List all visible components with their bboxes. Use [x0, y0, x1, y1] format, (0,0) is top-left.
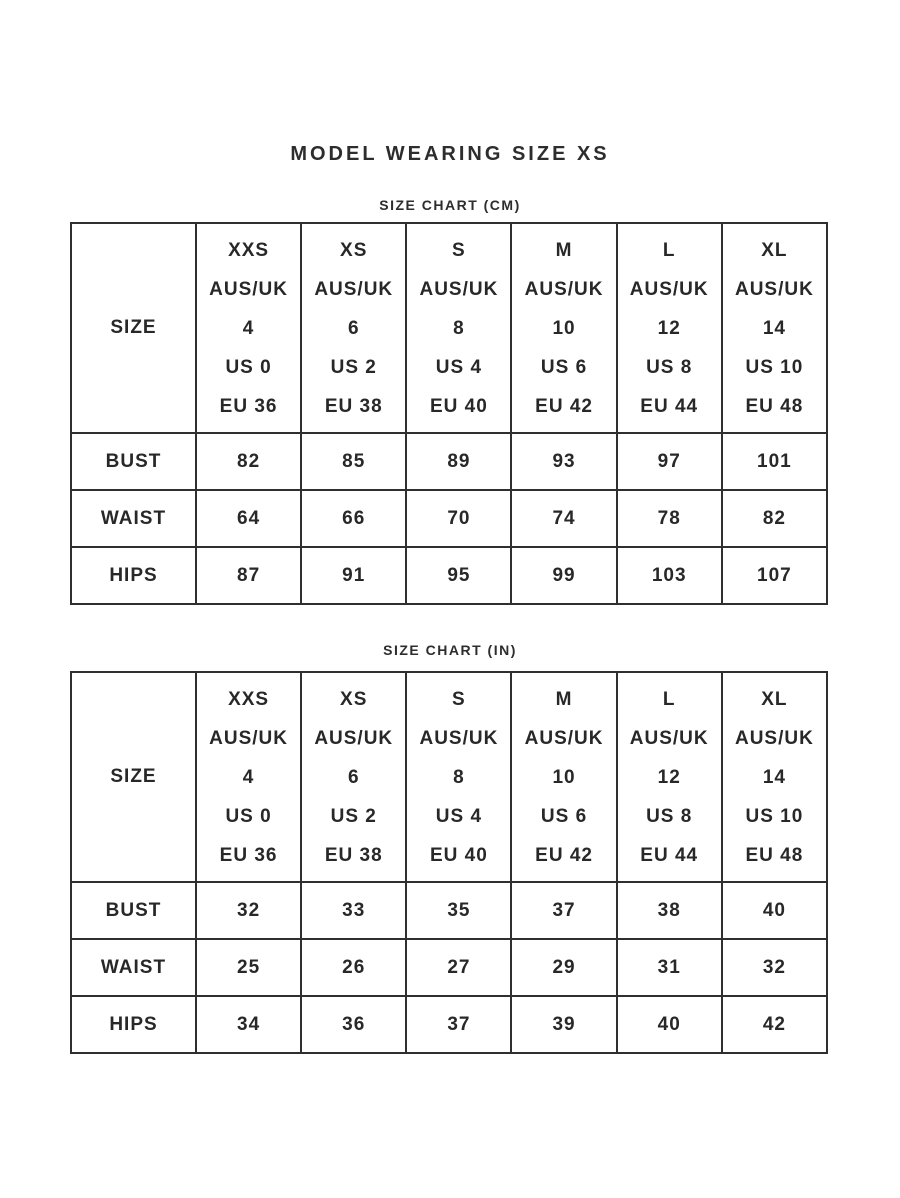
- region-label: AUS/UK: [629, 727, 709, 749]
- eu-size: EU 36: [219, 395, 278, 417]
- us-size: US 6: [540, 356, 588, 378]
- region-label: AUS/UK: [314, 727, 394, 749]
- table-cell: 42: [722, 996, 827, 1053]
- table-row-bust: [71, 882, 827, 939]
- aus-uk-size: 12: [657, 317, 681, 339]
- column-header-xs: [301, 223, 406, 433]
- eu-size: EU 42: [535, 844, 593, 866]
- column-header-xl: [722, 672, 827, 882]
- table-cell: 29: [511, 939, 616, 996]
- table-cell: 34: [196, 996, 301, 1053]
- row-label-hips: HIPS: [71, 996, 196, 1053]
- size-name: XL: [761, 239, 788, 261]
- size-name: XL: [761, 688, 788, 710]
- table-cell: 35: [406, 882, 511, 939]
- column-header-m: [511, 672, 616, 882]
- eu-size: EU 38: [324, 844, 383, 866]
- column-header-xxs: [196, 672, 301, 882]
- size-name: XXS: [228, 239, 270, 261]
- row-label-waist: WAIST: [71, 939, 196, 996]
- us-size: US 2: [330, 805, 377, 827]
- eu-size: EU 42: [535, 395, 593, 417]
- table-cell: 32: [196, 882, 301, 939]
- table-cell: 91: [301, 547, 406, 604]
- table-cell: 93: [511, 433, 616, 490]
- size-name: S: [452, 239, 466, 261]
- page-title: MODEL WEARING SIZE XS: [290, 143, 610, 165]
- region-label: AUS/UK: [524, 727, 604, 749]
- aus-uk-size: 8: [453, 766, 465, 788]
- aus-uk-size: 14: [762, 766, 786, 788]
- table-cell: 40: [722, 882, 827, 939]
- table-cell: 103: [617, 547, 722, 604]
- size-corner-label: SIZE: [71, 223, 196, 433]
- region-label: AUS/UK: [209, 727, 288, 749]
- column-header-s: [406, 672, 511, 882]
- aus-uk-size: 14: [762, 317, 786, 339]
- table-cell: 99: [511, 547, 616, 604]
- table-row-waist: [71, 939, 827, 996]
- size-name: XXS: [228, 688, 270, 710]
- us-size: US 6: [540, 805, 588, 827]
- size-corner-label: SIZE: [71, 672, 196, 882]
- table-cell: 37: [511, 882, 616, 939]
- table-cell: 89: [406, 433, 511, 490]
- eu-size: EU 40: [429, 844, 488, 866]
- row-label-bust: BUST: [71, 433, 196, 490]
- table-row-hips: [71, 996, 827, 1053]
- column-header-l: [617, 672, 722, 882]
- table-cell: 39: [511, 996, 616, 1053]
- us-size: US 10: [745, 356, 804, 378]
- column-header-xs: [301, 672, 406, 882]
- table-cell: 95: [406, 547, 511, 604]
- header-row: [71, 223, 827, 433]
- aus-uk-size: 10: [552, 317, 576, 339]
- region-label: AUS/UK: [419, 727, 499, 749]
- us-size: US 4: [435, 805, 483, 827]
- table-row-bust: [71, 433, 827, 490]
- table-cell: 27: [406, 939, 511, 996]
- table-cell: 107: [722, 547, 827, 604]
- eu-size: EU 48: [745, 395, 804, 417]
- us-size: US 0: [225, 805, 272, 827]
- row-label-bust: BUST: [71, 882, 196, 939]
- region-label: AUS/UK: [524, 278, 604, 300]
- header-row: [71, 672, 827, 882]
- table-cell: 87: [196, 547, 301, 604]
- size-name: M: [555, 688, 573, 710]
- row-label-hips: HIPS: [71, 547, 196, 604]
- table-cell: 82: [196, 433, 301, 490]
- table-cell: 26: [301, 939, 406, 996]
- size-chart-cm-table: [70, 222, 828, 605]
- column-header-xxs: [196, 223, 301, 433]
- aus-uk-size: 12: [657, 766, 681, 788]
- size-name: M: [555, 239, 573, 261]
- table-cell: 25: [196, 939, 301, 996]
- table-cell: 40: [617, 996, 722, 1053]
- table-cell: 74: [511, 490, 616, 547]
- eu-size: EU 40: [429, 395, 488, 417]
- aus-uk-size: 6: [347, 766, 360, 788]
- table-cell: 97: [617, 433, 722, 490]
- column-header-m: [511, 223, 616, 433]
- eu-size: EU 38: [324, 395, 383, 417]
- size-name: L: [662, 688, 676, 710]
- size-chart-in-table: [70, 671, 828, 1054]
- eu-size: EU 36: [219, 844, 278, 866]
- column-header-l: [617, 223, 722, 433]
- eu-size: EU 48: [745, 844, 804, 866]
- us-size: US 4: [435, 356, 483, 378]
- table-row-waist: [71, 490, 827, 547]
- us-size: US 0: [225, 356, 272, 378]
- eu-size: EU 44: [640, 395, 699, 417]
- table-cell: 38: [617, 882, 722, 939]
- column-header-xl: [722, 223, 827, 433]
- table-cell: 32: [722, 939, 827, 996]
- aus-uk-size: 8: [453, 317, 465, 339]
- size-name: XS: [340, 239, 368, 261]
- region-label: AUS/UK: [209, 278, 288, 300]
- aus-uk-size: 4: [242, 317, 255, 339]
- size-chart-in-heading: SIZE CHART (IN): [383, 642, 517, 658]
- aus-uk-size: 6: [347, 317, 360, 339]
- region-label: AUS/UK: [734, 278, 814, 300]
- table-cell: 78: [617, 490, 722, 547]
- eu-size: EU 44: [640, 844, 699, 866]
- table-cell: 33: [301, 882, 406, 939]
- table-row-hips: [71, 547, 827, 604]
- table-cell: 64: [196, 490, 301, 547]
- us-size: US 2: [330, 356, 377, 378]
- us-size: US 10: [745, 805, 804, 827]
- us-size: US 8: [646, 805, 693, 827]
- table-cell: 31: [617, 939, 722, 996]
- table-cell: 85: [301, 433, 406, 490]
- us-size: US 8: [646, 356, 693, 378]
- aus-uk-size: 10: [552, 766, 576, 788]
- size-name: XS: [340, 688, 368, 710]
- table-cell: 66: [301, 490, 406, 547]
- size-name: L: [662, 239, 676, 261]
- table-cell: 37: [406, 996, 511, 1053]
- table-cell: 101: [722, 433, 827, 490]
- table-cell: 70: [406, 490, 511, 547]
- table-cell: 36: [301, 996, 406, 1053]
- size-name: S: [452, 688, 466, 710]
- size-chart-cm-heading: SIZE CHART (CM): [379, 197, 521, 213]
- region-label: AUS/UK: [734, 727, 814, 749]
- region-label: AUS/UK: [314, 278, 394, 300]
- table-cell: 82: [722, 490, 827, 547]
- row-label-waist: WAIST: [71, 490, 196, 547]
- region-label: AUS/UK: [419, 278, 499, 300]
- aus-uk-size: 4: [242, 766, 255, 788]
- region-label: AUS/UK: [629, 278, 709, 300]
- column-header-s: [406, 223, 511, 433]
